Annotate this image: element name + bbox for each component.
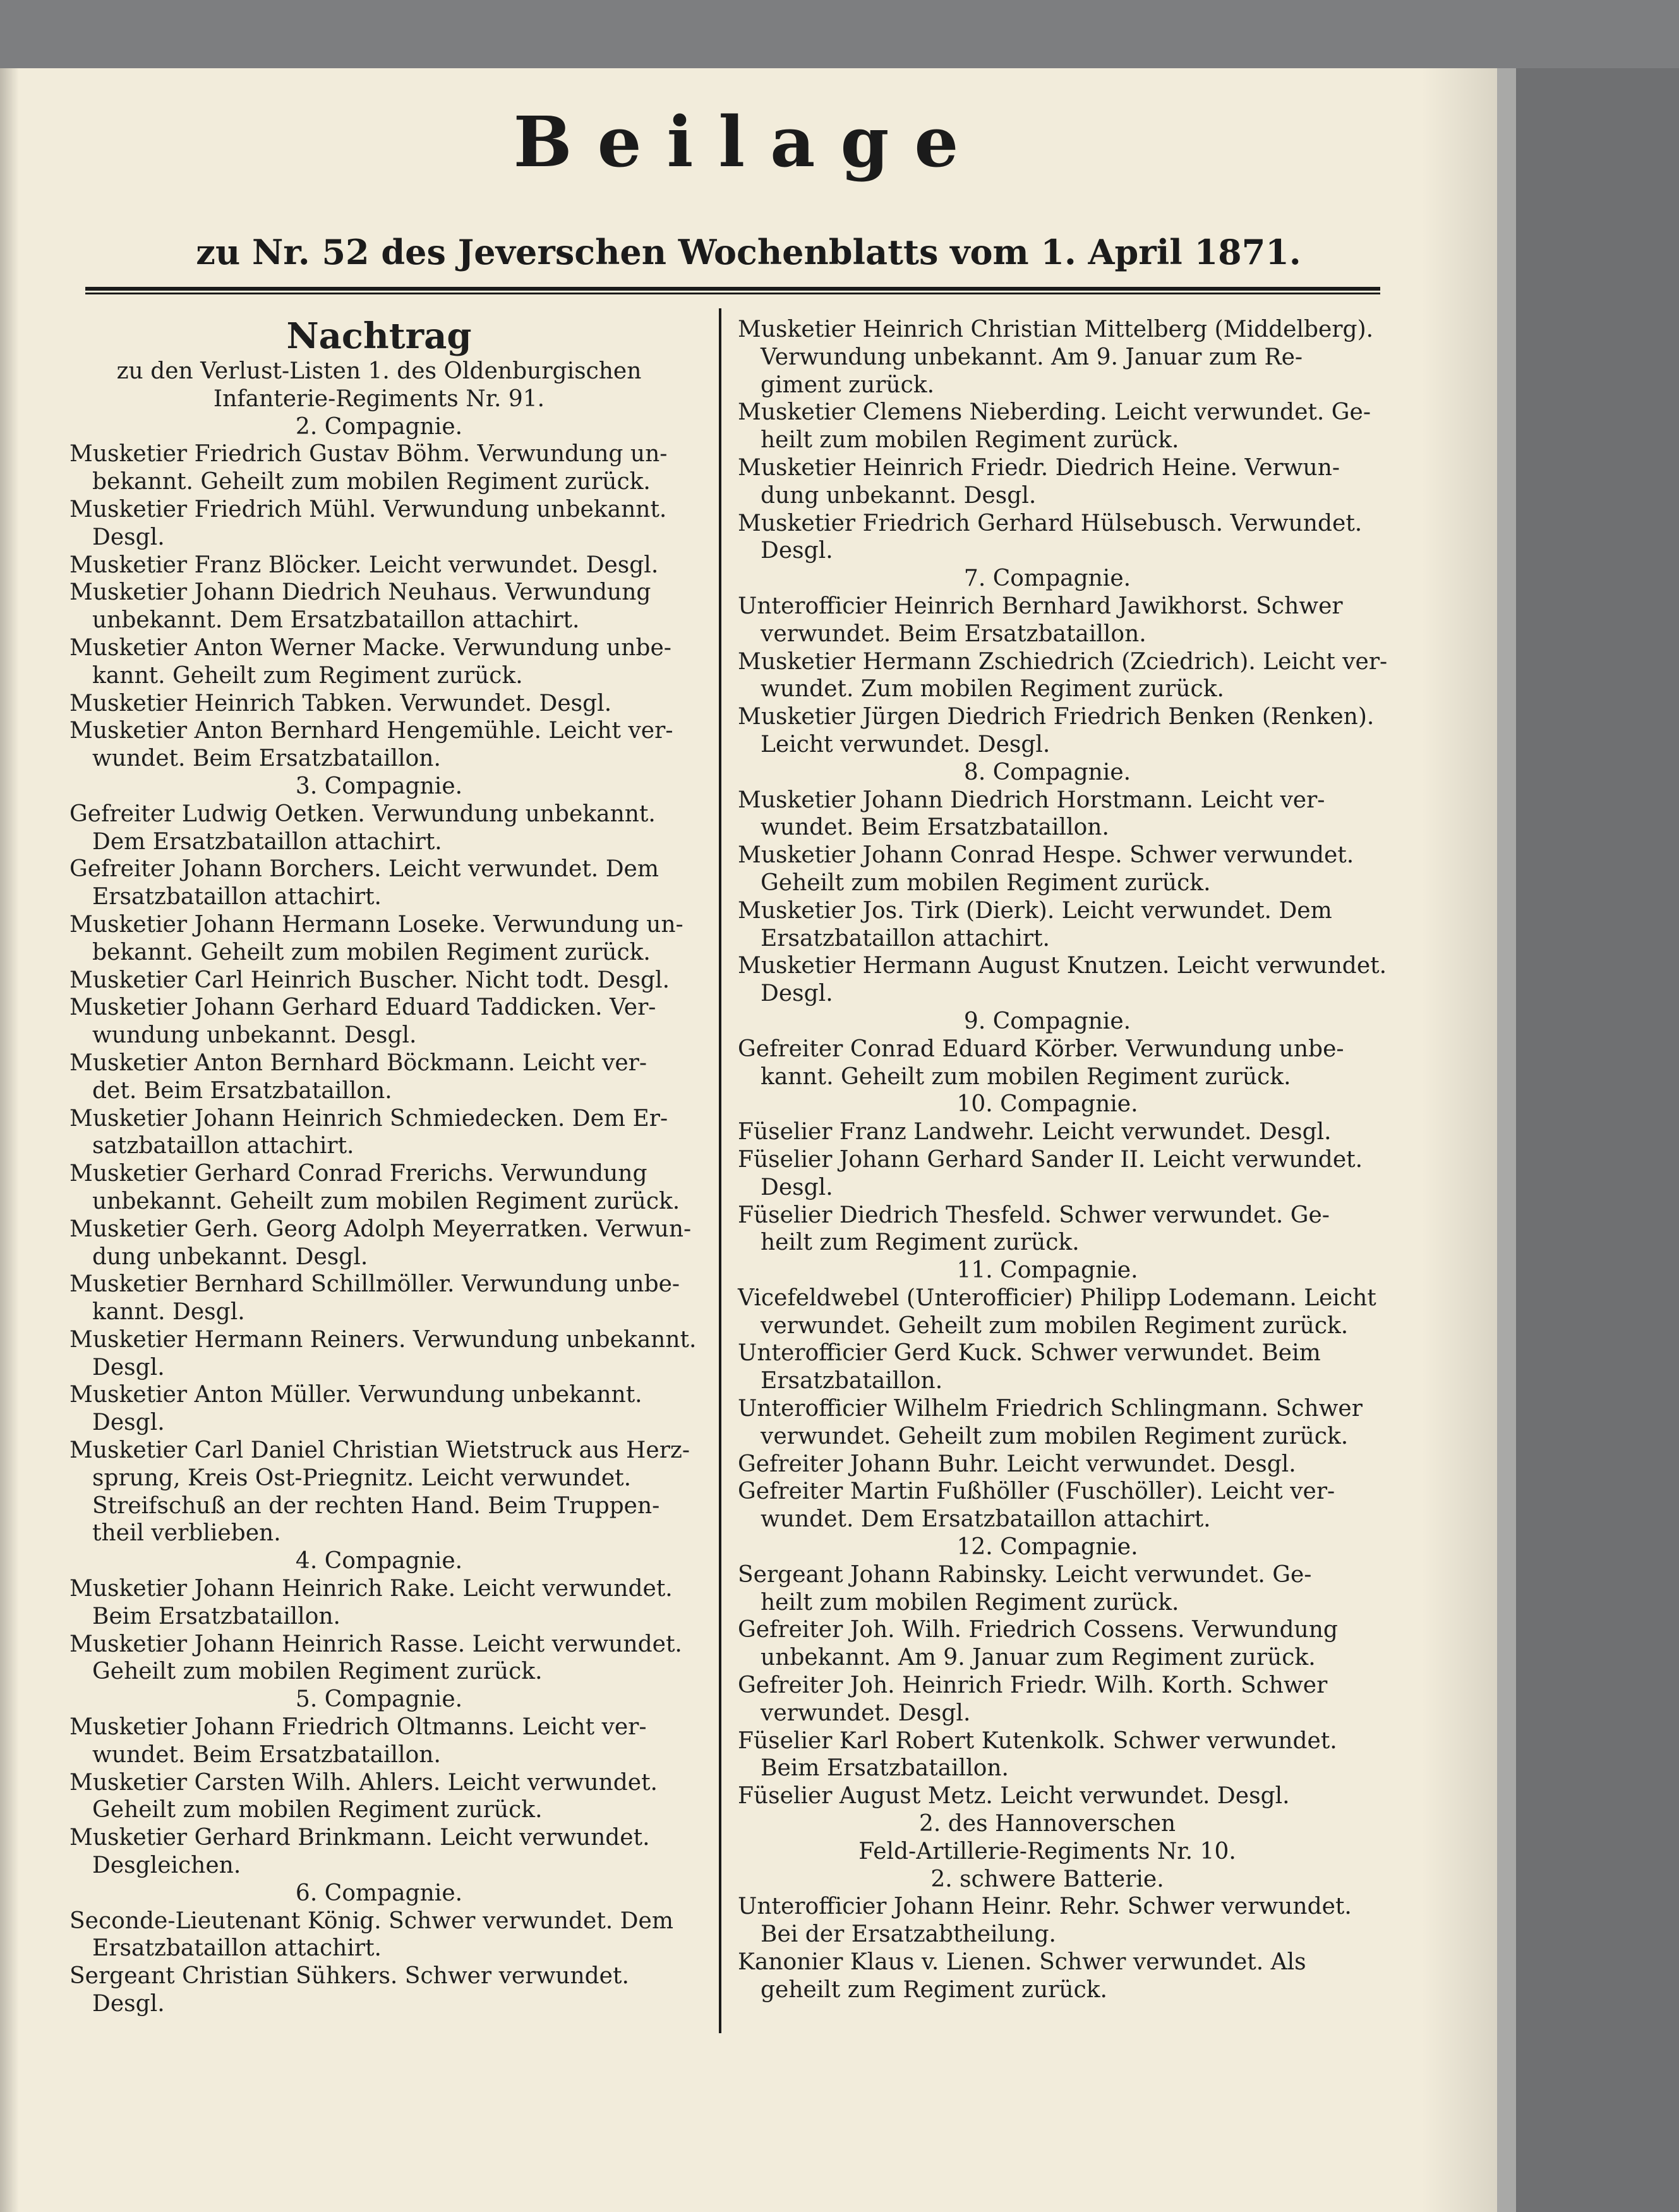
casualty-entry-continuation: satzbataillon attachirt.	[92, 1133, 354, 1159]
casualty-entry-continuation: bekannt. Geheilt zum mobilen Regiment zurück.	[92, 939, 651, 965]
casualty-entry: Vicefeldwebel (Unterofficier) Philipp Lodemann. Leicht	[738, 1284, 1376, 1311]
casualty-entry: Musketier Hermann August Knutzen. Leicht verwundet.	[738, 953, 1387, 979]
casualty-entry-continuation: wundet. Beim Ersatzbataillon.	[92, 1741, 441, 1768]
casualty-entry: Musketier Gerhard Brinkmann. Leicht verwundet.	[69, 1825, 650, 1851]
intro-line: zu den Verlust-Listen 1. des Oldenburgischen	[116, 358, 642, 384]
casualty-entry-continuation: Leicht verwundet. Desgl.	[761, 731, 1050, 758]
casualty-entry-continuation: det. Beim Ersatzbataillon.	[92, 1077, 392, 1104]
casualty-entry: Musketier Bernhard Schillmöller. Verwundung unbe-	[69, 1271, 680, 1298]
casualty-entry: Füselier Karl Robert Kutenkolk. Schwer verwundet.	[738, 1727, 1337, 1754]
company-heading: 11. Compagnie.	[956, 1257, 1138, 1284]
casualty-entry-continuation: Desgl.	[92, 1991, 165, 2017]
casualty-entry-continuation: Beim Ersatzbataillon.	[761, 1755, 1009, 1782]
casualty-entry: Musketier Hermann Reiners. Verwundung unbekannt.	[69, 1326, 697, 1353]
casualty-entry-continuation: unbekannt. Dem Ersatzbataillon attachirt.	[92, 607, 580, 634]
casualty-entry: Musketier Johann Heinrich Schmiedecken. Dem Er-	[69, 1105, 668, 1132]
casualty-entry-continuation: Geheilt zum mobilen Regiment zurück.	[92, 1797, 543, 1823]
casualty-entry-continuation: verwundet. Beim Ersatzbataillon.	[761, 620, 1146, 647]
casualty-entry: Musketier Carl Heinrich Buscher. Nicht todt. Desgl.	[69, 967, 670, 993]
casualty-entry: Musketier Heinrich Tabken. Verwundet. Desgl.	[69, 690, 612, 716]
company-heading: 12. Compagnie.	[956, 1534, 1138, 1561]
casualty-entry-continuation: wundet. Dem Ersatzbataillon attachirt.	[761, 1506, 1211, 1533]
casualty-entry: Musketier Friedrich Gustav Böhm. Verwundung un-	[69, 441, 668, 468]
casualty-entry-continuation: bekannt. Geheilt zum mobilen Regiment zurück.	[92, 469, 651, 495]
casualty-entry-continuation: heilt zum mobilen Regiment zurück.	[761, 427, 1179, 454]
company-heading: 5. Compagnie.	[295, 1686, 463, 1713]
casualty-entry-continuation: Desgl.	[92, 1354, 165, 1381]
casualty-entry: Musketier Gerh. Georg Adolph Meyerratken. Verwun-	[69, 1216, 692, 1242]
casualty-entry-continuation: Desgl.	[761, 538, 833, 564]
casualty-entry-continuation: unbekannt. Geheilt zum mobilen Regiment zurück.	[92, 1188, 680, 1214]
casualty-entry-continuation: Desgl.	[761, 981, 833, 1007]
casualty-entry-continuation: wundung unbekannt. Desgl.	[92, 1022, 417, 1049]
casualty-entry: Musketier Hermann Zschiedrich (Zciedrich). Leicht ver-	[738, 648, 1388, 675]
casualty-entry: Gefreiter Joh. Wilh. Friedrich Cossens. Verwundung	[738, 1617, 1338, 1643]
masthead-title: Beilage	[513, 101, 984, 183]
casualty-entry: Musketier Gerhard Conrad Frerichs. Verwundung	[69, 1161, 647, 1187]
column-divider	[719, 308, 721, 2033]
casualty-entry: Füselier Franz Landwehr. Leicht verwundet. Desgl.	[738, 1119, 1332, 1145]
casualty-entry-continuation: Geheilt zum mobilen Regiment zurück.	[761, 869, 1211, 896]
casualty-entry-continuation: Ersatzbataillon attachirt.	[92, 1935, 382, 1962]
casualty-entry: Musketier Heinrich Christian Mittelberg (Middelberg).	[738, 317, 1374, 342]
company-heading: 8. Compagnie.	[963, 759, 1131, 785]
casualty-entry-continuation: verwundet. Desgl.	[761, 1700, 971, 1726]
company-heading: 2. Compagnie.	[295, 413, 463, 440]
company-heading: 6. Compagnie.	[295, 1880, 463, 1906]
casualty-entry-continuation: theil verblieben.	[92, 1520, 281, 1547]
casualty-entry: Gefreiter Johann Borchers. Leicht verwundet. Dem	[69, 856, 659, 883]
casualty-entry: Musketier Carsten Wilh. Ahlers. Leicht verwundet.	[69, 1769, 658, 1796]
casualty-entry: Sergeant Christian Sühkers. Schwer verwundet.	[69, 1963, 629, 1990]
casualty-entry: Unterofficier Heinrich Bernhard Jawikhorst. Schwer	[738, 593, 1343, 619]
casualty-entry: Musketier Johann Friedrich Oltmanns. Leicht ver-	[69, 1714, 647, 1741]
casualty-entry-continuation: Streifschuß an der rechten Hand. Beim Truppen-	[92, 1492, 660, 1519]
intro-line: Infanterie-Regiments Nr. 91.	[213, 385, 545, 412]
casualty-entry: Musketier Jos. Tirk (Dierk). Leicht verwundet. Dem	[738, 897, 1332, 924]
casualty-entry-continuation: verwundet. Geheilt zum mobilen Regiment zurück.	[761, 1423, 1349, 1449]
casualty-entry: Musketier Heinrich Friedr. Diedrich Heine. Verwun-	[738, 454, 1340, 481]
casualty-entry-continuation: wundet. Beim Ersatzbataillon.	[761, 814, 1109, 841]
casualty-entry: Musketier Franz Blöcker. Leicht verwundet. Desgl.	[69, 552, 659, 578]
casualty-entry: Seconde-Lieutenant König. Schwer verwundet. Dem	[69, 1907, 673, 1934]
masthead-subtitle: zu Nr. 52 des Jeverschen Wochenblatts vom 1. April 1871.	[196, 232, 1301, 272]
casualty-entry-continuation: Ersatzbataillon attachirt.	[92, 884, 382, 910]
casualty-entry: Musketier Johann Heinrich Rake. Leicht verwundet.	[69, 1576, 673, 1602]
casualty-entry-continuation: heilt zum mobilen Regiment zurück.	[761, 1589, 1179, 1616]
casualty-entry-continuation: Desgl.	[92, 524, 165, 550]
casualty-entry: Gefreiter Ludwig Oetken. Verwundung unbekannt.	[69, 801, 656, 827]
company-heading: Feld-Artillerie-Regiments Nr. 10.	[858, 1838, 1236, 1864]
casualty-entry: Musketier Anton Müller. Verwundung unbekannt.	[69, 1382, 642, 1408]
company-heading: 2. des Hannoverschen	[918, 1811, 1176, 1837]
casualty-entry-continuation: Ersatzbataillon attachirt.	[761, 925, 1050, 952]
casualty-entry: Musketier Anton Bernhard Böckmann. Leicht ver-	[69, 1049, 647, 1076]
casualty-entry: Musketier Friedrich Mühl. Verwundung unbekannt.	[69, 496, 667, 523]
casualty-entry-continuation: kannt. Desgl.	[92, 1299, 245, 1326]
casualty-entry-continuation: geheilt zum Regiment zurück.	[761, 1976, 1107, 2003]
casualty-entry: Unterofficier Johann Heinr. Rehr. Schwer verwundet.	[738, 1894, 1352, 1920]
casualty-entry-continuation: Ersatzbataillon.	[761, 1368, 943, 1394]
left-column	[69, 315, 697, 2018]
casualty-entry-continuation: Bei der Ersatzabtheilung.	[761, 1921, 1056, 1948]
casualty-entry: Musketier Friedrich Gerhard Hülsebusch. Verwundet.	[738, 510, 1363, 536]
casualty-entry-continuation: Desgleichen.	[92, 1852, 241, 1879]
casualty-entry: Unterofficier Gerd Kuck. Schwer verwundet. Beim	[738, 1340, 1321, 1367]
casualty-entry: Musketier Anton Bernhard Hengemühle. Leicht ver-	[69, 718, 673, 744]
casualty-entry: Gefreiter Joh. Heinrich Friedr. Wilh. Korth. Schwer	[738, 1672, 1328, 1699]
casualty-entry: Gefreiter Martin Fußhöller (Fuschöller). Leicht ver-	[738, 1478, 1335, 1505]
casualty-entry-continuation: unbekannt. Am 9. Januar zum Regiment zurück.	[761, 1645, 1316, 1671]
casualty-entry-continuation: heilt zum Regiment zurück.	[761, 1230, 1080, 1256]
company-heading: 9. Compagnie.	[963, 1008, 1131, 1034]
casualty-entry: Musketier Anton Werner Macke. Verwundung unbe-	[69, 634, 671, 661]
company-heading: 10. Compagnie.	[956, 1091, 1138, 1118]
casualty-entry-continuation: Beim Ersatzbataillon.	[92, 1603, 340, 1629]
casualty-entry: Unterofficier Wilhelm Friedrich Schlingmann. Schwer	[738, 1396, 1363, 1422]
casualty-entry-continuation: wundet. Beim Ersatzbataillon.	[92, 746, 441, 772]
page-shade	[1421, 68, 1497, 2212]
section-heading: Nachtrag	[286, 315, 472, 357]
casualty-entry-continuation: sprung, Kreis Ost-Priegnitz. Leicht verwundet.	[92, 1465, 632, 1491]
casualty-entry: Kanonier Klaus v. Lienen. Schwer verwundet. Als	[738, 1949, 1306, 1976]
casualty-entry: Füselier Johann Gerhard Sander II. Leicht verwundet.	[738, 1146, 1363, 1173]
casualty-entry-continuation: Desgl.	[92, 1410, 165, 1436]
company-heading: 2. schwere Batterie.	[930, 1866, 1164, 1892]
casualty-entry: Gefreiter Conrad Eduard Körber. Verwundung unbe-	[738, 1036, 1344, 1062]
company-heading: 3. Compagnie.	[295, 773, 463, 799]
casualty-entry-continuation: Desgl.	[761, 1174, 833, 1200]
casualty-entry-continuation: kannt. Geheilt zum mobilen Regiment zurück.	[761, 1063, 1291, 1090]
casualty-entry: Musketier Johann Hermann Loseke. Verwundung un-	[69, 911, 683, 938]
company-heading: 7. Compagnie.	[963, 565, 1131, 592]
casualty-entry: Musketier Johann Heinrich Rasse. Leicht verwundet.	[69, 1631, 682, 1657]
casualty-entry-continuation: dung unbekannt. Desgl.	[92, 1243, 368, 1270]
casualty-entry: Musketier Jürgen Diedrich Friedrich Benken (Renken).	[738, 704, 1375, 730]
casualty-entry-continuation: dung unbekannt. Desgl.	[761, 482, 1037, 509]
masthead-rule	[85, 287, 1380, 294]
right-column	[738, 316, 1388, 2004]
casualty-entry-continuation: Verwundung unbekannt. Am 9. Januar zum Re-	[761, 344, 1303, 370]
casualty-entry-continuation: Dem Ersatzbataillon attachirt.	[92, 828, 442, 855]
casualty-entry-continuation: verwundet. Geheilt zum mobilen Regiment zurück.	[761, 1312, 1349, 1339]
casualty-entry: Musketier Johann Conrad Hespe. Schwer verwundet.	[738, 842, 1354, 869]
casualty-entry-continuation: Geheilt zum mobilen Regiment zurück.	[92, 1659, 543, 1685]
background-board	[1516, 68, 1679, 2212]
casualty-entry: Füselier August Metz. Leicht verwundet. Desgl.	[738, 1783, 1290, 1810]
casualty-entry: Musketier Johann Gerhard Eduard Taddicken. Ver-	[69, 994, 656, 1021]
company-heading: 4. Compagnie.	[295, 1548, 463, 1574]
casualty-entry: Füselier Diedrich Thesfeld. Schwer verwundet. Ge-	[738, 1202, 1330, 1228]
casualty-entry: Musketier Johann Diedrich Horstmann. Leicht ver-	[738, 787, 1325, 813]
casualty-entry: Musketier Carl Daniel Christian Wietstruck aus Herz-	[69, 1437, 690, 1464]
page-binding-shadow	[0, 68, 19, 2212]
casualty-entry: Sergeant Johann Rabinsky. Leicht verwundet. Ge-	[738, 1561, 1312, 1588]
casualty-entry-continuation: wundet. Zum mobilen Regiment zurück.	[761, 676, 1224, 703]
casualty-entry-continuation: kannt. Geheilt zum Regiment zurück.	[92, 662, 523, 689]
page-edge-strip	[1497, 68, 1516, 2212]
casualty-entry-continuation: giment zurück.	[761, 372, 935, 398]
casualty-entry: Musketier Clemens Nieberding. Leicht verwundet. Ge-	[738, 399, 1371, 426]
casualty-entry: Gefreiter Johann Buhr. Leicht verwundet. Desgl.	[738, 1451, 1296, 1477]
casualty-entry: Musketier Johann Diedrich Neuhaus. Verwundung	[69, 579, 651, 606]
